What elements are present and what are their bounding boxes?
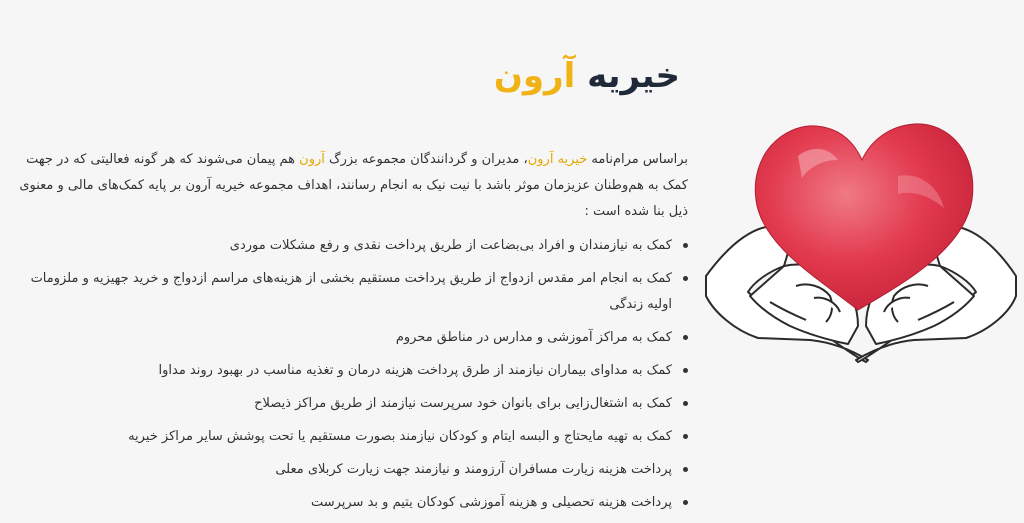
goal-item — [16, 424, 688, 450]
goal-text: کمک به تهیه مایحتاج و البسه ایتام و کودکان نیازمند بصورت مستقیم یا تحت پوشش سایر مراکز خیریه — [128, 429, 672, 444]
intro-highlight-charity-name: خیریه آرون — [527, 152, 588, 167]
goal-item — [16, 490, 688, 516]
bullet-icon — [683, 335, 688, 340]
goal-item — [16, 325, 688, 351]
bullet-icon — [683, 500, 688, 505]
bullet-icon — [683, 276, 688, 281]
goal-item — [16, 358, 688, 384]
goal-item — [16, 457, 688, 483]
goal-text: کمک به مراکز آموزشی و مدارس در مناطق محروم — [395, 330, 672, 345]
bullet-icon — [683, 401, 688, 406]
bullet-icon — [683, 467, 688, 472]
page-title-word-1: خیریه — [587, 56, 680, 96]
goal-text: پرداخت هزینه زیارت مسافران آرزومند و نیازمند جهت زیارت کربلای معلی — [275, 462, 672, 477]
goals-list — [16, 233, 688, 516]
goal-item — [16, 266, 688, 318]
intro-text-1: براساس مرام‌نامه — [587, 152, 688, 167]
goal-text: کمک به اشتغال‌زایی برای بانوان خود سرپرست نیازمند از طریق مراکز ذیصلاح — [254, 396, 672, 411]
intro-text-3: هم پیمان می‌شوند که هر گونه فعالیتی که در جهت کمک به هم‌وطنان عزیزمان موثر باشد با نیت نیک به انجام رسانند، اهداف مجموعه خیریه آرون بر پایه کمک‌های مالی و معنوی ذیل بنا شده است : — [19, 152, 688, 219]
goal-item — [16, 391, 688, 417]
page-title — [494, 52, 680, 100]
goal-text: کمک به نیازمندان و افراد بی‌بضاعت از طریق پرداخت نقدی و رفع مشکلات موردی — [229, 238, 672, 253]
heart-in-hands-illustration — [698, 116, 1024, 376]
goal-item — [16, 233, 688, 259]
bullet-icon — [683, 243, 688, 248]
goal-text: کمک به انجام امر مقدس ازدواج از طریق پرداخت مستقیم بخشی از هزینه‌های مراسم ازدواج و خرید جهیزیه و ملزومات اولیه زندگی — [30, 271, 672, 312]
goal-text: کمک به مداوای بیماران نیازمند از طرق پرداخت هزینه درمان و تغذیه مناسب در بهبود روند مداوا — [158, 363, 672, 378]
bullet-icon — [683, 434, 688, 439]
heart-in-hands-icon — [698, 116, 1024, 376]
intro-paragraph — [16, 147, 688, 225]
intro-text-2: ، مدیران و گردانندگان مجموعه بزرگ — [324, 152, 528, 167]
bullet-icon — [683, 368, 688, 373]
charity-description — [16, 147, 688, 523]
intro-highlight-aroon: آرون — [299, 152, 325, 167]
goal-text: پرداخت هزینه تحصیلی و هزینه آموزشی کودکان یتیم و بد سرپرست — [310, 495, 672, 510]
page-title-word-2: آرون — [493, 56, 576, 96]
